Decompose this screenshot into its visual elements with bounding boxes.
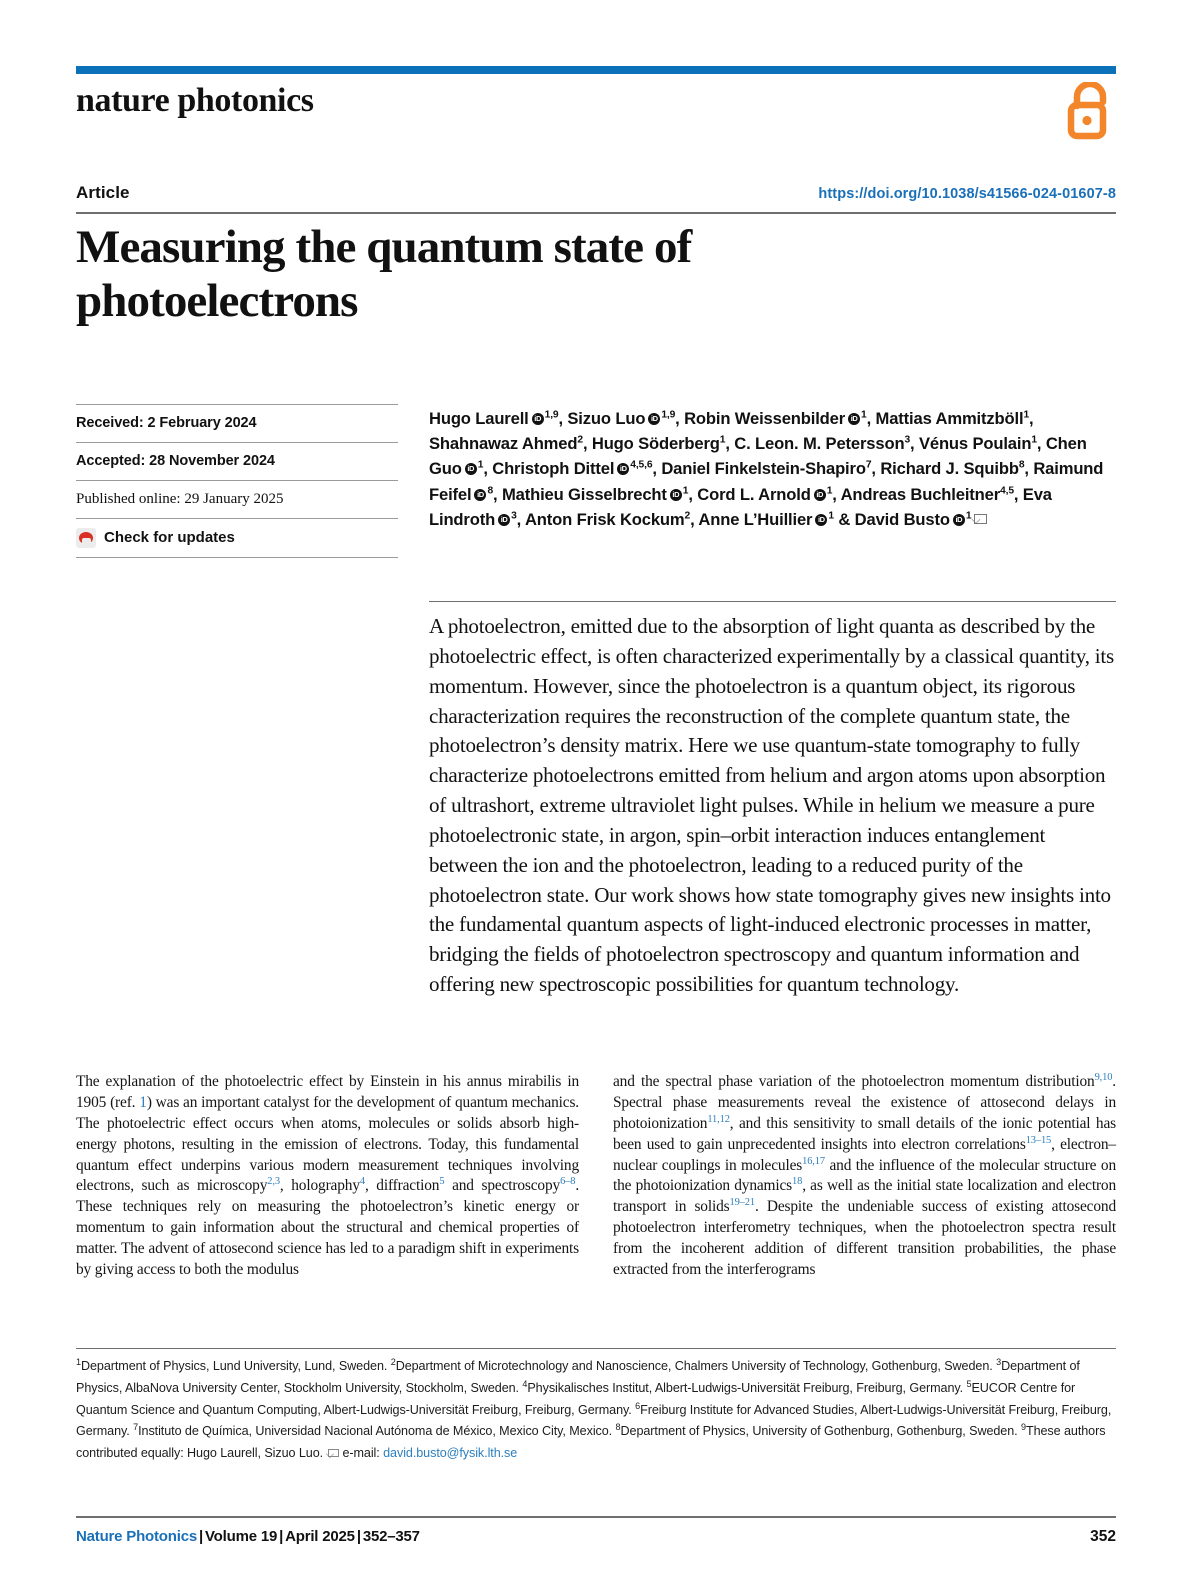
intro-paragraph-left: The explanation of the photoelectric effect by Einstein in his annus mirabilis in 1905 (ref. 1) was an important catalyst for the development of quantum mechanics. The photoelectric effect occurs when atoms, molecules or solids absorb high-energy photons, resulting in the emission of electrons. Today, this fundamental quantum effect underpins various modern measurement techniques involving electrons, such as microscopy$^{2,3}$, holography$^4$, diffraction$^5$ and spectroscopy$^{6-8}$. These techniques rely on measuring the photoelectron’s kinetic energy or momentum to gain information about the structural and chemical properties of matter. The advent of attosecond science has led to a paradigm shift in experiments by giving access to both the modulus [76, 1073, 580, 1278]
email-icon[interactable] [974, 514, 987, 524]
footer-issue-date: April 2025 [285, 1528, 355, 1545]
footer-separator-2: | [279, 1528, 284, 1545]
footer-rule [76, 1516, 1116, 1518]
footer-journal-name[interactable]: Nature Photonics [76, 1528, 197, 1545]
masthead [76, 78, 776, 119]
body-column-left [76, 1072, 579, 1281]
accepted-date: Accepted: 28 November 2024 [76, 442, 398, 480]
title-top-rule [76, 212, 1116, 214]
orcid-icon[interactable] [498, 514, 510, 526]
journal-logo: nature photonics [76, 82, 314, 119]
intro-paragraph-right: and the spectral phase variation of the photoelectron momentum distribution$^{9,10}$. Spectral phase measurements reveal the existence of attosecond delays in photoionization$^{11,12}$, and this sensitivity to small details of the ionic potential has been used to gain unprecedented insights into electron correlations$^{13-15}$, electron–nuclear couplings in molecules$^{16,17}$ and the influence of the molecular structure on the photoionization dynamics$^{18}$, as well as the initial state localization and electron transport in solids$^{19-21}$. Despite the undeniable success of existing attosecond photoelectron interferometry techniques, when the photoelectron spectra result from the incoherent addition of different transition probabilities, the phase extracted from the interferograms [613, 1071, 1117, 1278]
orcid-icon[interactable] [815, 514, 827, 526]
footer-citation [76, 1528, 420, 1545]
check-for-updates[interactable] [76, 518, 398, 558]
reference-link[interactable]: 1 [139, 1093, 147, 1111]
abstract-top-rule [429, 601, 1116, 602]
footer-separator-1: | [198, 1528, 203, 1545]
footer-pages: 352–357 [362, 1528, 420, 1545]
footer-separator-3: | [356, 1528, 361, 1545]
orcid-icon[interactable] [617, 463, 629, 475]
received-date: Received: 2 February 2024 [76, 404, 398, 442]
footer-volume: Volume 19 [204, 1528, 278, 1545]
crossmark-icon [76, 528, 96, 548]
page-title: Measuring the quantum state of photoelectrons [76, 221, 692, 327]
orcid-icon[interactable] [648, 413, 660, 425]
page-number: 352 [1090, 1528, 1116, 1545]
orcid-icon[interactable] [953, 514, 965, 526]
orcid-icon[interactable] [474, 489, 486, 501]
doi-link[interactable]: https://doi.org/10.1038/s41566-024-01607-8 [818, 186, 1116, 202]
abstract: A photoelectron, emitted due to the absorption of light quanta as described by the photoelectric effect, is often characterized experimentally by a classical quantity, its momentum. However, since the photoelectron is a quantum object, its rigorous characterization requires the reconstruction of the complete quantum state, the photoelectron’s density matrix. Here we use quantum-state tomography to fully characterize photoelectrons emitted from helium and argon atoms upon absorption of ultrashort, extreme ultraviolet light pulses. While in helium we measure a pure photoelectronic state, in argon, spin–orbit interaction induces entanglement between the ion and the photoelectron, leading to a reduced purity of the photoelectron state. Our work shows how state tomography gives new insights into the fundamental quantum aspects of light-induced electronic processes in matter, bridging the fields of photoelectron spectroscopy and quantum information and offering new spectroscopic possibilities for quantum technology. [429, 614, 1114, 997]
orcid-icon[interactable] [465, 463, 477, 475]
corresponding-email-link[interactable]: david.busto@fysik.lth.se [383, 1446, 518, 1461]
orcid-icon[interactable] [814, 489, 826, 501]
author-list: Hugo Laurell iD $^{1,9}$, Sizuo Luo iD $^{1,9}$, Robin Weissenbilder iD $^1$, Mattias Ammitzböll$^1$, Shahnawaz Ahmed$^2$, Hugo Söderberg$^1$, C. Leon. M. Petersson$^3$, Vénus Poulain$^1$, Chen Guo iD $^1$, Christoph Dittel iD $^{4,5,6}$, Daniel Finkelstein-Shapiro$^7$, Richard J. Squibb$^8$, Raimund Feifel iD $^8$, Mathieu Gisselbrecht iD $^1$, Cord L. Arnold iD $^1$, Andreas Buchleitner$^{4,5}$, Eva Lindroth iD $^3$, Anton Frisk Kockum$^2$, Anne L’HuillieriD $^1$ & David Busto iD $^1$ [429, 406, 1119, 532]
article-header-row [76, 183, 1116, 203]
check-for-updates-label: Check for updates [104, 529, 235, 547]
email-icon [328, 1449, 339, 1458]
article-type-label: Article [76, 183, 130, 202]
publication-dates [76, 404, 398, 558]
orcid-icon[interactable] [848, 413, 860, 425]
affiliations-top-rule [76, 1348, 1116, 1349]
orcid-icon[interactable] [670, 489, 682, 501]
brand-rule [76, 66, 1116, 74]
published-date: Published online: 29 January 2025 [76, 480, 398, 519]
body-columns [76, 1072, 1116, 1281]
body-column-right [613, 1072, 1116, 1281]
affiliations: $^1$Department of Physics, Lund University, Lund, Sweden. $^2$Department of Microtechnology and Nanoscience, Chalmers University of Technology, Gothenburg, Sweden. $^3$Department of Physics, AlbaNova University Center, Stockholm University, Stockholm, Sweden. $^4$Physikalisches Institut, Albert-Ludwigs-Universität Freiburg, Freiburg, Germany. $^5$EUCOR Centre for Quantum Science and Quantum Computing, Albert-Ludwigs-Universität Freiburg, Freiburg, Germany. $^6$Freiburg Institute for Advanced Studies, Albert-Ludwigs-Universität Freiburg, Freiburg, Germany. $^7$Instituto de Química, Universidad Nacional Autónoma de México, Mexico City, Mexico. $^8$Department of Physics, University of Gothenburg, Gothenburg, Sweden. $^9$These authors contributed equally: Hugo Laurell, Sizuo Luo. e-mail: david.busto@fysik.lth.se [76, 1356, 1112, 1461]
open-access-icon [1064, 82, 1116, 140]
orcid-icon[interactable] [532, 413, 544, 425]
page-footer [76, 1528, 1116, 1546]
